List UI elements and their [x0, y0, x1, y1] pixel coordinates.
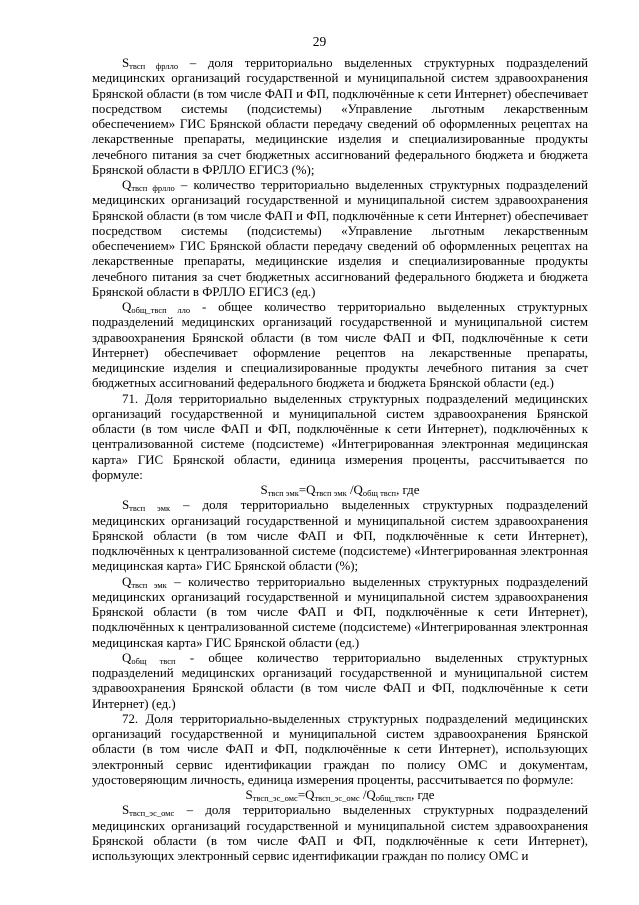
subscript: твсп фрлло	[129, 61, 179, 71]
text-run: Q	[122, 650, 132, 665]
paragraph	[92, 300, 588, 392]
text-run: - общее количество территориально выделенных структурных подразделений медицинских организаций государственной и муниципальной систем здравоохранения Брянской области (в том числе ФАП и ФП, подключённые к сети Интернет) обеспечивает оформление рецептов на лекарственные препараты, медицинские изделия и специализированные продукты лечебного питания за счет бюджетных ассигнований федерального бюджета и бюджета Брянской области (ед.)	[92, 300, 588, 391]
text-run: - общее количество территориально выделенных структурных подразделений медицинских организаций государственной и муниципальной систем здравоохранения Брянской области (в том числе ФАП и ФП, подключённые к сети Интернет) (ед.)	[92, 650, 588, 711]
text-run: S	[260, 483, 268, 497]
text-run: – доля территориально выделенных структурных подразделений медицинских организаций государственной и муниципальной систем здравоохранения Брянской области (в том числе ФАП и ФП, подключённые к сети Интернет) обеспечивает посредством системы (подсистемы) «Управление льготным лекарственным обеспечением» ГИС Брянской области передачу сведений об оформленных рецептах на лекарственные препараты, медицинские изделия и специализированные продукты лечебного питания за счет бюджетных ассигнований федерального бюджета и бюджета Брянской области в ФРЛЛО ЕГИСЗ (%);	[92, 56, 588, 177]
formula-line	[92, 788, 588, 803]
text-run: 71. Доля территориально выделенных структурных подразделений медицинских организаций государственной и муниципальной систем здравоохранения Брянской области (в том числе ФАП и ФП, подключённые к сети Интернет), подключённых к централизованной системе (подсистеме) «Интегрированная электронная медицинская карта» ГИС Брянской области, единица измерения проценты, рассчитывается по формуле:	[92, 391, 588, 482]
text-run: Q	[122, 574, 132, 589]
page-number: 29	[312, 34, 327, 49]
text-run: /Q	[346, 483, 363, 497]
text-run: Q	[122, 178, 132, 192]
subscript: твсп фрлло	[131, 183, 175, 193]
text-run: , где	[396, 483, 420, 497]
subscript: общ твсп	[362, 488, 397, 498]
subscript: общ твсп	[131, 655, 176, 666]
text-run: Q	[122, 300, 132, 314]
subscript: твсп эмк	[131, 579, 167, 590]
text-run: 72. Доля территориально-выделенных структурных подразделений медицинских организаций государственной и муниципальной систем здравоохранения Брянской области (в том числе ФАП и ФП, подключённые к сети Интернет), использующих электронный сервис идентификации граждан по полису ОМС и документам, удостоверяющим личность, единица измерения проценты, рассчитывается по формуле:	[92, 711, 588, 787]
subscript: твсп_эс_омс	[252, 793, 298, 803]
text-run: S	[122, 803, 130, 818]
formula-line	[92, 483, 588, 498]
paragraph	[92, 392, 588, 484]
text-run: S	[245, 788, 253, 802]
text-run: – количество территориально выделенных структурных подразделений медицинских организаций государственной и муниципальной систем здравоохранения Брянской области (в том числе ФАП и ФП, подключённые к сети Интернет), подключённых к централизованной системе (подсистеме) «Интегрированная электронная медицинская карта» ГИС Брянской области (ед.)	[92, 574, 588, 650]
subscript: твсп эмк	[267, 488, 299, 498]
document-body	[92, 56, 588, 864]
subscript: твсп эмк	[129, 503, 171, 514]
text-run: S	[122, 56, 130, 70]
paragraph	[92, 178, 588, 300]
subscript: твсп_эс_омс	[129, 808, 175, 819]
subscript: общ_твсп	[375, 793, 412, 803]
text-run: – доля территориально выделенных структурных подразделений медицинских организаций государственной и муниципальной систем здравоохранения Брянской области (в том числе ФАП и ФП, подключённые к сети Интернет), подключённых к централизованной системе (подсистеме) «Интегрированная электронная медицинская карта» ГИС Брянской области (%);	[92, 498, 588, 574]
paragraph	[92, 56, 588, 178]
text-run: – доля территориально выделенных структурных подразделений медицинских организаций государственной и муниципальной систем здравоохранения Брянской области (в том числе ФАП и ФП, подключённые к сети Интернет), использующих электронный сервис идентификации граждан по полису ОМС и	[92, 803, 588, 863]
subscript: общ_твсп ллo	[131, 305, 191, 315]
paragraph	[92, 803, 588, 864]
paragraph	[92, 498, 588, 574]
subscript: твсп эмк	[315, 488, 347, 498]
text-run: /Q	[359, 788, 376, 802]
text-run: S	[122, 498, 130, 513]
paragraph	[92, 575, 588, 651]
paragraph	[92, 651, 588, 712]
text-run: , где	[411, 788, 435, 802]
paragraph	[92, 712, 588, 788]
text-run: =Q	[298, 483, 316, 497]
text-run: =Q	[297, 788, 315, 802]
subscript: твсп_эс_омс	[314, 793, 360, 803]
text-run: – количество территориально выделенных структурных подразделений медицинских организаций государственной и муниципальной систем здравоохранения Брянской области (в том числе ФАП и ФП, подключённые к сети Интернет) обеспечивает посредством системы (подсистемы) «Управление льготным лекарственным обеспечением» ГИС Брянской области передачу сведений об оформленных рецептах на лекарственные препараты, медицинские изделия и специализированные продукты лечебного питания за счет бюджетных ассигнований федерального бюджета и бюджета Брянской области в ФРЛЛО ЕГИСЗ (ед.)	[92, 178, 588, 299]
